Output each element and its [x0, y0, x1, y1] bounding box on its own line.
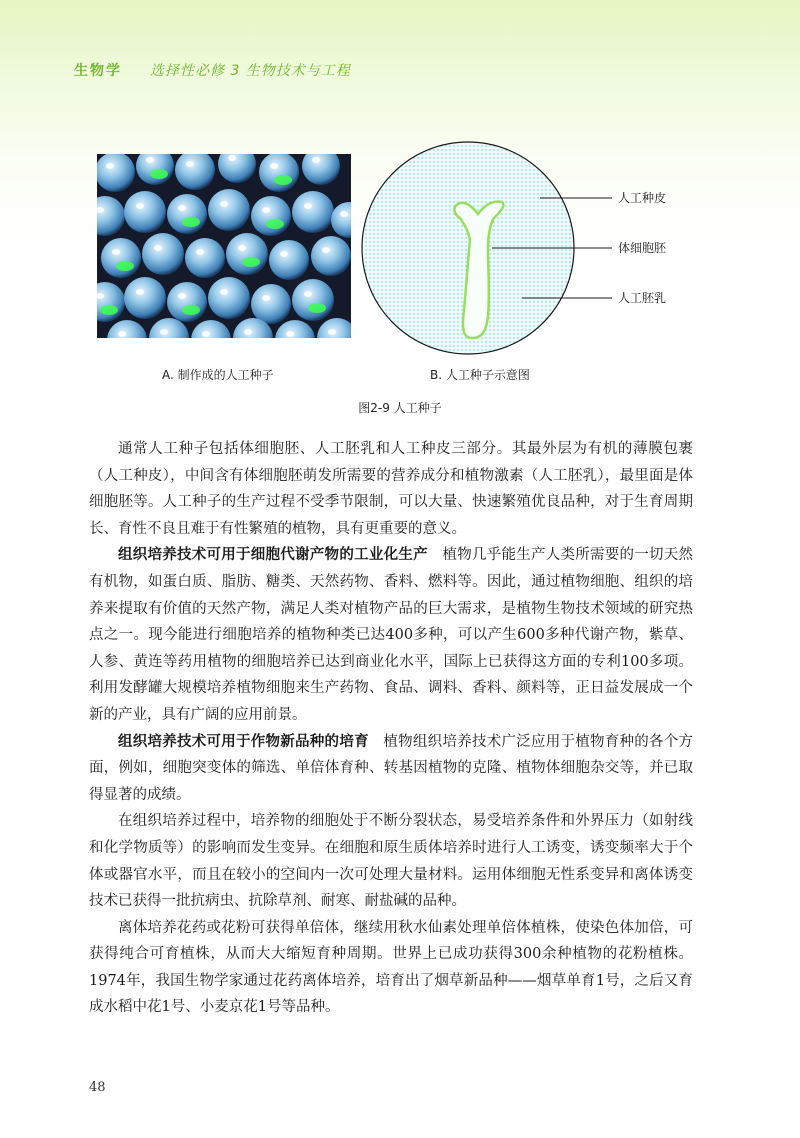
bead-highlight	[136, 289, 144, 295]
bead-highlight	[178, 293, 186, 299]
bead-highlight	[196, 249, 204, 255]
seed-bead	[292, 191, 334, 233]
seed-bead	[142, 233, 184, 275]
page-number: 48	[89, 1080, 106, 1095]
bead-highlight	[186, 161, 194, 167]
bead-highlight	[270, 163, 278, 169]
bead-highlight	[118, 331, 126, 337]
bead-highlight	[202, 331, 210, 337]
bead-highlight	[312, 157, 320, 163]
seed-bead	[311, 236, 351, 276]
seed-bead	[251, 196, 291, 236]
seed-bead	[208, 277, 250, 319]
seed-bead	[251, 284, 291, 324]
artificial-seed-diagram	[360, 140, 700, 360]
embryo-glow	[150, 169, 168, 179]
bead-highlight	[322, 247, 330, 253]
bead-highlight	[160, 329, 168, 335]
caption-a: A. 制作成的人工种子	[162, 368, 274, 382]
section-heading-industrial-production: 组织培养技术可用于细胞代谢产物的工业化生产	[118, 547, 428, 564]
header-book-title: 选择性必修 3 生物技术与工程	[150, 63, 351, 79]
bead-highlight	[146, 157, 154, 163]
seed-bead	[269, 240, 309, 280]
bead-highlight	[136, 203, 144, 209]
paragraph-1: 通常人工种子包括体细胞胚、人工胚乳和人工种皮三部分。其最外层为有机的薄膜包裹（人工种皮），中间含有体细胞胚萌发所需要的营养成分和植物激素（人工胚乳），最里面是体细胞胚等。人工种子的生产过程不受季节限制，可以大量、快速繁殖优良品种，对于生育周期长、育性不良且难于有性繁殖的植物，具有更重要的意义。	[89, 441, 693, 537]
paragraph-2-text: 植物几乎能生产人类所需要的一切天然有机物，如蛋白质、脂肪、糖类、天然药物、香料、燃料等。因此，通过植物细胞、组织的培养来提取有价值的天然产物，满足人类对植物产品的巨大需求，是植物生物技术领域的研究热点之一。现今能进行细胞培养的植物种类已达400多种，可以产生600多种代谢产物，紫草、人参、黄连等药用植物的细胞培养已达到商业化水平，国际上已获得这方面的专利100多项。利用发酵罐大规模培养植物细胞来生产药物、食品、调料、香料、颜料等，正日益发展成一个新的产业，具有广阔的应用前景。	[89, 547, 694, 723]
bead-highlight	[220, 201, 228, 207]
embryo-glow	[242, 257, 260, 267]
figure-title: 图2-9 人工种子	[358, 401, 442, 415]
bead-highlight	[262, 207, 270, 213]
seeds-photo-image	[97, 154, 351, 338]
seed-bead	[208, 189, 250, 231]
bead-highlight	[220, 289, 228, 295]
bead-highlight	[244, 329, 252, 335]
bead-highlight	[106, 163, 114, 169]
bead-highlight	[262, 295, 270, 301]
seed-bead	[124, 277, 166, 319]
embryo-glow	[266, 219, 284, 229]
section-heading-crop-breeding: 组织培养技术可用于作物新品种的培育	[118, 733, 369, 750]
seed-bead	[167, 282, 207, 322]
label-artificial-endosperm: 人工胚乳	[618, 291, 667, 305]
embryo-glow	[274, 175, 292, 185]
artificial-seeds-photo	[97, 154, 351, 338]
bead-highlight	[154, 245, 162, 251]
paragraph-5: 离体培养花药或花粉可获得单倍体，继续用秋水仙素处理单倍体植株，使染色体加倍，可获得纯合可育植株，从而大大缩短育种周期。世界上已成功获得300余种植物的花粉植株。1974年，我国生物学家通过花药离体培养，培育出了烟草新品种——烟草单育1号，之后又育成水稻中花1号、小麦京花1号等品种。	[89, 919, 693, 1016]
embryo-glow	[182, 305, 200, 315]
label-somatic-embryo: 体细胞胚	[618, 241, 667, 255]
paragraph-3-text: 植物组织培养技术广泛应用于植物育种的各个方面，例如，细胞突变体的筛选、单倍体育种、转基因植物的克隆、植物体细胞杂交等，并已取得显著的成绩。	[89, 733, 694, 803]
seed-bead	[124, 191, 166, 233]
paragraph-4: 在组织培养过程中，培养物的细胞处于不断分裂状态，易受培养条件和外界压力（如射线和化学物质等）的影响而发生变异。在细胞和原生质体培养时进行人工诱变，诱变频率大于个体或器官水平，而且在较小的空间内一次可处理大量材料。运用体细胞无性系变异和离体诱变技术已获得一批抗病虫、抗除草剂、耐寒、耐盐碱的品种。	[89, 813, 693, 910]
bead-highlight	[304, 203, 312, 209]
label-artificial-coat: 人工种皮	[618, 191, 667, 205]
embryo-glow	[308, 303, 326, 313]
bead-highlight	[238, 245, 246, 251]
body-text	[89, 436, 693, 1021]
bead-highlight	[286, 331, 294, 337]
seed-schematic	[360, 140, 700, 360]
bead-highlight	[228, 155, 236, 161]
bead-highlight	[178, 205, 186, 211]
seed-bead	[101, 238, 141, 278]
seed-bead	[167, 194, 207, 234]
seed-bead	[226, 233, 268, 275]
seed-bead	[185, 238, 225, 278]
bead-highlight	[340, 211, 348, 217]
caption-b: B. 人工种子示意图	[430, 368, 530, 382]
seed-bead	[292, 279, 334, 321]
header-subject: 生物学	[74, 63, 122, 79]
bead-highlight	[280, 251, 288, 257]
embryo-glow	[100, 305, 118, 315]
bead-highlight	[112, 249, 120, 255]
embryo-glow	[182, 217, 200, 227]
paragraph-3	[89, 729, 693, 809]
bead-highlight	[304, 291, 312, 297]
embryo-glow	[116, 261, 134, 271]
paragraph-2	[89, 542, 693, 728]
bead-highlight	[328, 329, 336, 335]
running-header	[74, 60, 351, 80]
